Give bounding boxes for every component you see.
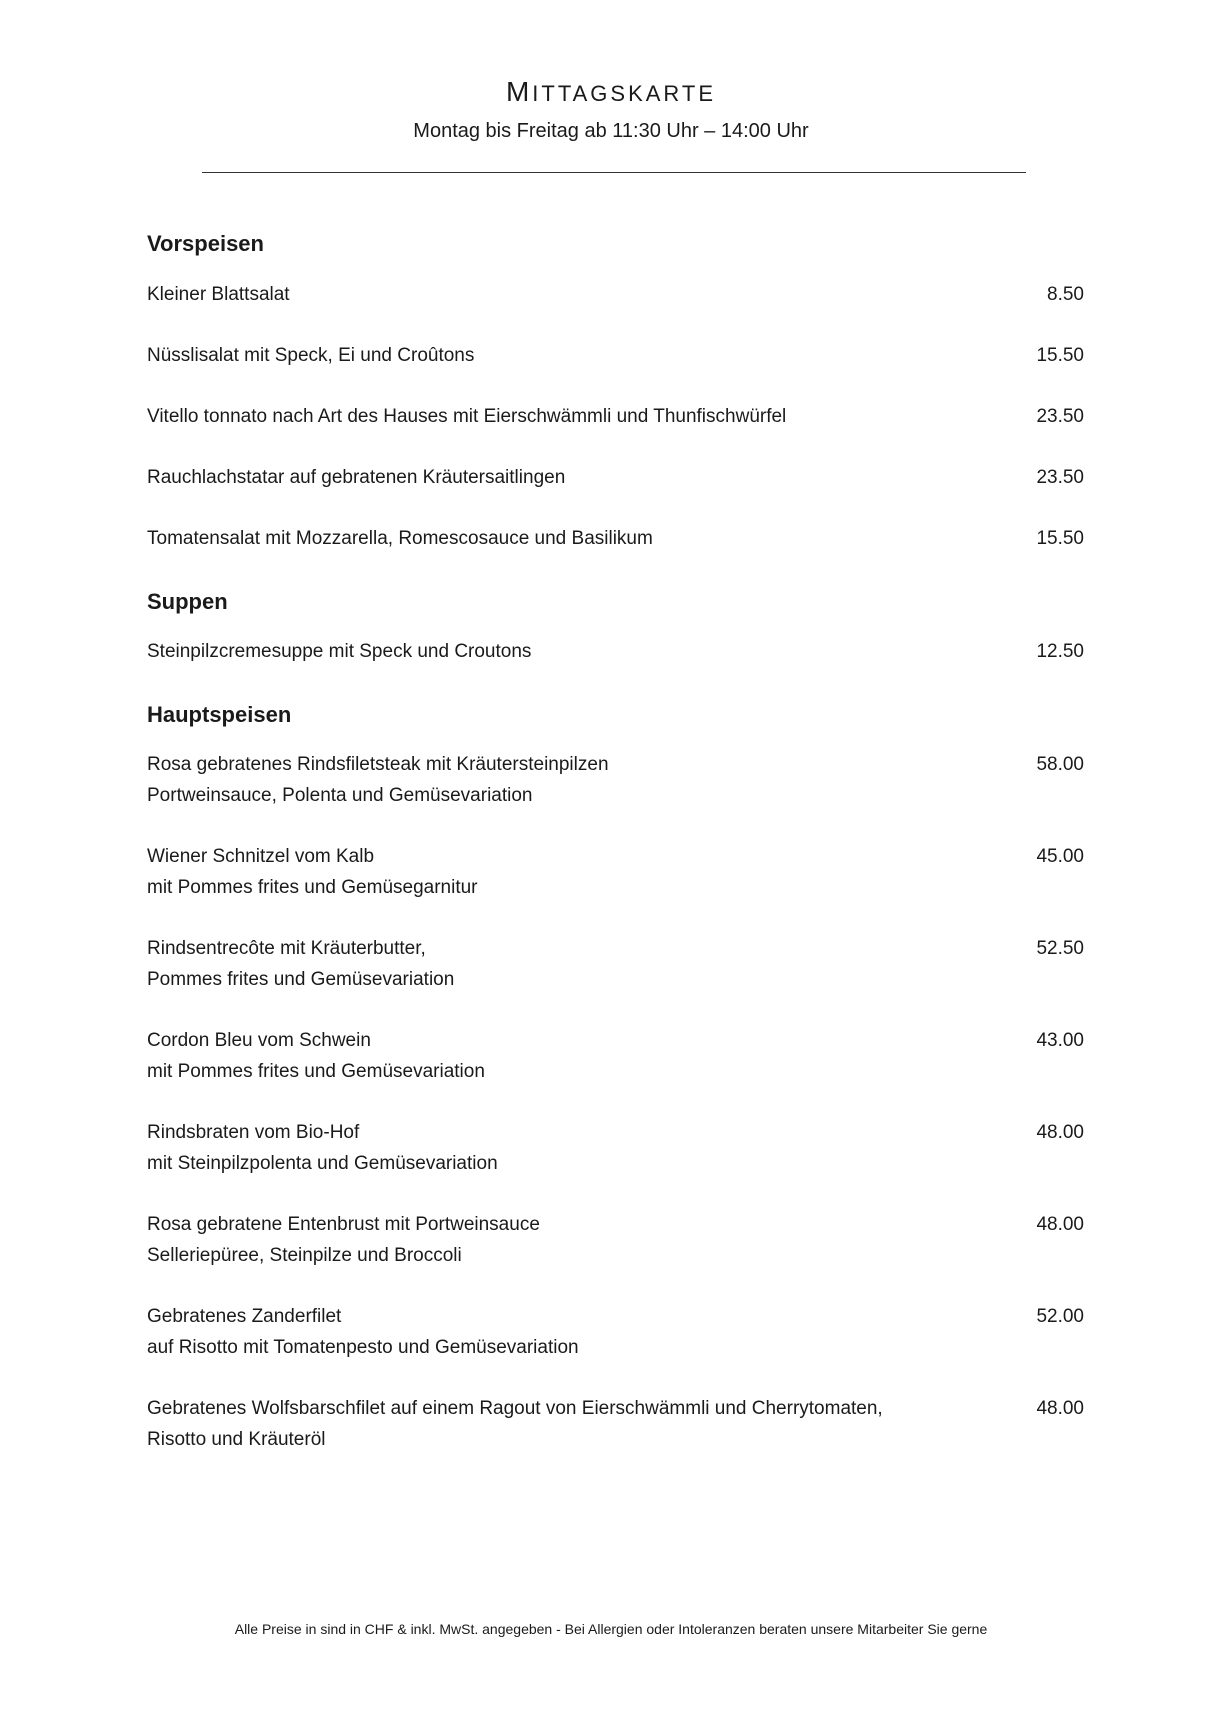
menu-item-name: Rindsentrecôte mit Kräuterbutter, [147,938,426,959]
section-title-suppen: Suppen [147,589,228,614]
menu-item-description: Portweinsauce, Polenta und Gemüsevariation [147,785,533,806]
menu-item-price: 48.00 [1036,1214,1084,1235]
menu-item-description: Pommes frites und Gemüsevariation [147,969,455,990]
menu-item-price: 23.50 [1036,467,1084,488]
menu-item-name: Gebratenes Wolfsbarschfilet auf einem Ragout von Eierschwämmli und Cherrytomaten, [147,1398,883,1419]
menu-item [147,841,1084,903]
menu-item [147,636,1084,667]
footer-note: Alle Preise in sind in CHF & inkl. MwSt. angegeben - Bei Allergien oder Intoleranzen beraten unsere Mitarbeiter Sie gerne [234,1621,988,1637]
menu-item-description: Risotto und Kräuteröl [147,1429,326,1450]
menu-item-price: 23.50 [1036,406,1084,427]
menu-item-price: 48.00 [1036,1398,1084,1419]
header-divider [202,172,1026,173]
section-title-hauptspeisen: Hauptspeisen [147,702,292,727]
menu-item-description: Selleriepüree, Steinpilze und Broccoli [147,1245,462,1266]
menu-item [147,933,1084,995]
menu-item [147,1209,1084,1271]
menu-item-description: auf Risotto mit Tomatenpesto und Gemüsevariation [147,1337,579,1358]
menu-item-price: 52.50 [1036,938,1084,959]
menu-item [147,462,1084,493]
menu-item-name: Rauchlachstatar auf gebratenen Kräutersaitlingen [147,467,566,488]
menu-item-name: Nüsslisalat mit Speck, Ei und Croûtons [147,345,475,366]
menu-item-price: 15.50 [1036,345,1084,366]
menu-item [147,340,1084,371]
menu-item [147,401,1084,432]
menu-item [147,523,1084,554]
menu-item-name: Cordon Bleu vom Schwein [147,1030,371,1051]
menu-item-price: 8.50 [1047,284,1084,305]
menu-item [147,749,1084,811]
menu-item-price: 52.00 [1036,1306,1084,1327]
menu-item [147,1025,1084,1087]
section-title-vorspeisen: Vorspeisen [147,231,264,256]
menu-item-name: Rosa gebratenes Rindsfiletsteak mit Kräutersteinpilzen [147,754,609,775]
menu-item-description: mit Pommes frites und Gemüsevariation [147,1061,485,1082]
menu-item-price: 12.50 [1036,641,1084,662]
menu-item [147,1117,1084,1179]
menu-item [147,279,1084,310]
menu-item-price: 15.50 [1036,528,1084,549]
menu-item-description: mit Steinpilzpolenta und Gemüsevariation [147,1153,498,1174]
menu-item-description: mit Pommes frites und Gemüsegarnitur [147,877,478,898]
menu-item-price: 45.00 [1036,846,1084,867]
menu-item-name: Gebratenes Zanderfilet [147,1306,342,1327]
menu-item-price: 48.00 [1036,1122,1084,1143]
menu-item [147,1301,1084,1363]
menu-item-name: Wiener Schnitzel vom Kalb [147,846,375,867]
page-title-rest: ittagskarte [532,72,717,108]
menu-item-name: Steinpilzcremesuppe mit Speck und Croutons [147,641,532,662]
menu-item [147,1393,1084,1455]
menu-item-name: Kleiner Blattsalat [147,284,290,305]
opening-hours: Montag bis Freitag ab 11:30 Uhr – 14:00 Uhr [413,120,809,142]
menu-item-name: Rindsbraten vom Bio-Hof [147,1122,360,1143]
page-title [0,68,1222,110]
menu-item-name: Rosa gebratene Entenbrust mit Portweinsauce [147,1214,540,1235]
menu-item-name: Vitello tonnato nach Art des Hauses mit Eierschwämmli und Thunfischwürfel [147,406,787,427]
menu-item-price: 58.00 [1036,754,1084,775]
menu-item-price: 43.00 [1036,1030,1084,1051]
menu-item-name: Tomatensalat mit Mozzarella, Romescosauce und Basilikum [147,528,653,549]
page-title-initial: m [505,66,533,110]
